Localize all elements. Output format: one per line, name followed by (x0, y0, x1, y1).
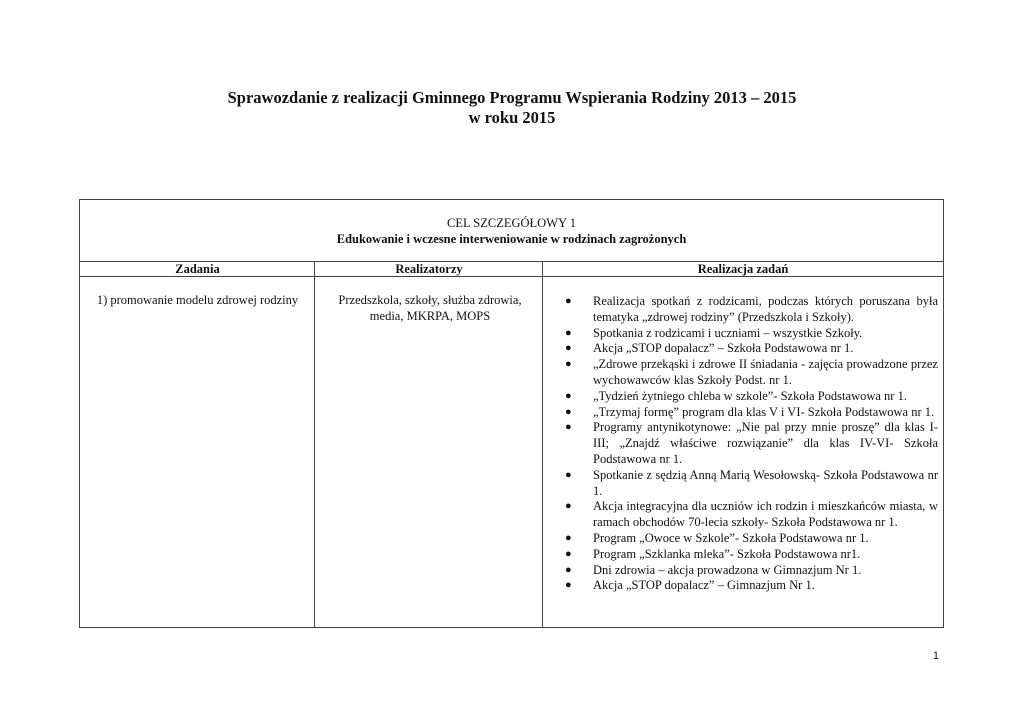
realization-cell (555, 294, 938, 594)
bullet-icon: ● (565, 295, 572, 307)
task-cell: 1) promowanie modelu zdrowej rodziny (96, 293, 299, 307)
bullet-icon: ● (565, 579, 572, 592)
realization-item: ● Spotkania z rodzicami i uczniami – wszystkie Szkoły. (565, 325, 863, 340)
realization-item: ● Program „Owoce w Szkole”- Szkoła Podstawowa nr 1. (565, 530, 869, 545)
bullet-icon: ● (565, 531, 572, 544)
document-title-line1: Sprawozdanie z realizacji Gminnego Programu Wspierania Rodziny 2013 – 2015 (227, 88, 797, 107)
bullet-icon: ● (565, 421, 572, 434)
specific-goal-label: CEL SZCZEGÓŁOWY 1 (447, 216, 576, 230)
bullet-icon: ● (565, 358, 572, 371)
bullet-icon: ● (565, 547, 572, 560)
realization-item: ● Akcja integracyjna dla uczniów ich rodzin i mieszkańców miasta, w ramach obchodów 70-lecia szkoły- Szkoła Podstawowa nr 1. (565, 499, 938, 530)
header-executors: Realizatorzy (395, 262, 463, 276)
realization-item: ● „Zdrowe przekąski i zdrowe II śniadania - zajęcia prowadzone przez wychowawców klas Szkoły Podst. nr 1. (565, 357, 938, 387)
bullet-icon: ● (565, 342, 572, 355)
realization-item: ● „Trzymaj formę” program dla klas V i VI- Szkoła Podstawowa nr 1. (565, 404, 935, 419)
realization-item: ● Programy antynikotynowe: „Nie pal przy mnie proszę” dla klas I- III; „Znajdź właściwe rozwiązanie” dla klas IV-VI- Szkoła Podstawowa nr 1. (565, 420, 938, 466)
bullet-icon: ● (565, 500, 572, 513)
specific-goal-title: Edukowanie i wczesne interweniowanie w rodzinach zagrożonych (336, 232, 687, 246)
document-title (0, 88, 1024, 128)
bullet-icon: ● (565, 468, 572, 481)
table-header-row (80, 262, 943, 277)
realization-item: ● „Tydzień żytniego chleba w szkole”- Szkoła Podstawowa nr 1. (565, 388, 907, 403)
specific-goal-box (80, 200, 943, 262)
executors-cell: Przedszkola, szkoły, służba zdrowia, media, MKRPA, MOPS (338, 293, 522, 323)
column-divider-2 (542, 262, 543, 627)
page-number: 1 (932, 650, 939, 662)
bullet-icon: ● (565, 326, 572, 339)
realization-item: ● Realizacja spotkań z rodzicami, podczas których poruszana była tematyka „zdrowej rodziny” (Przedszkola i Szkoły). (565, 294, 938, 324)
realization-item: ● Akcja „STOP dopalacz” – Gimnazjum Nr 1. (565, 578, 815, 593)
bullet-icon: ● (565, 563, 572, 576)
bullet-icon: ● (565, 405, 572, 418)
column-divider-1 (314, 262, 315, 627)
realization-item: ● Akcja „STOP dopalacz” – Szkoła Podstawowa nr 1. (565, 341, 854, 356)
realization-item: ● Program „Szklanka mleka”- Szkoła Podstawowa nr1. (565, 546, 861, 561)
header-tasks: Zadania (175, 262, 220, 276)
report-table (79, 199, 944, 628)
bullet-icon: ● (565, 389, 572, 402)
realization-list (555, 294, 938, 594)
realization-item: ● Spotkanie z sędzią Anną Marią Wesołowską- Szkoła Podstawowa nr 1. (565, 467, 938, 498)
header-realization: Realizacja zadań (697, 262, 789, 276)
realization-item: ● Dni zdrowia – akcja prowadzona w Gimnazjum Nr 1. (565, 562, 862, 577)
document-title-line2: w roku 2015 (468, 108, 556, 127)
